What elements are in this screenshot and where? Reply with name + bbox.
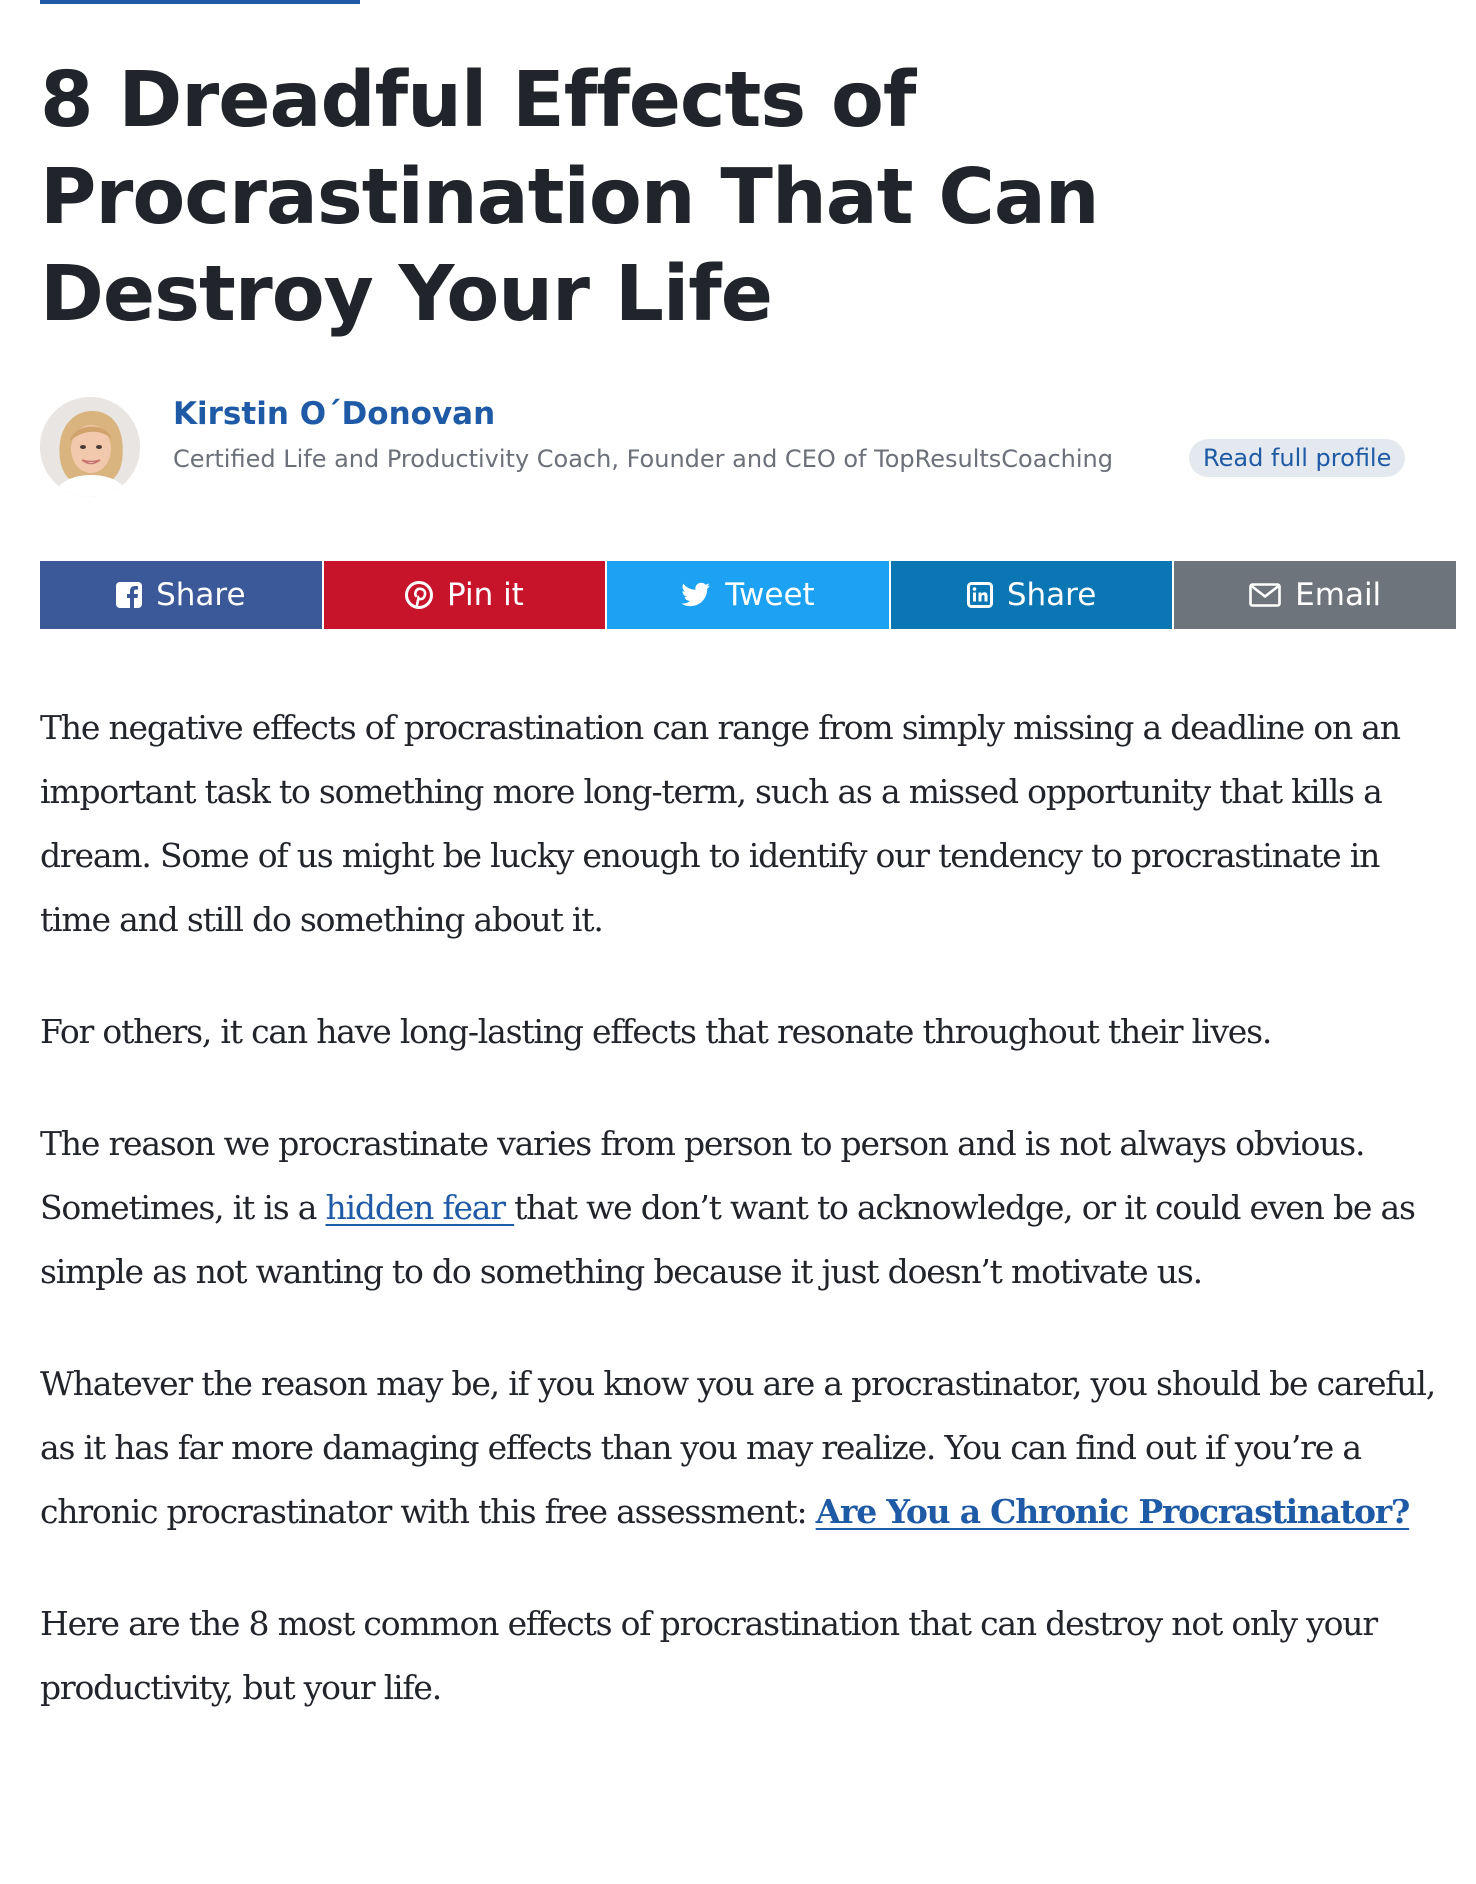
author-bio: Certified Life and Productivity Coach, Founder and CEO of TopResultsCoaching [173, 445, 1113, 473]
paragraph-reason [40, 1112, 1456, 1304]
linkedin-share-label: Share [1006, 577, 1097, 613]
pinterest-pin-label: Pin it [446, 577, 524, 613]
paragraph-reason-text-start: The reason we procrastinate varies from person to person and is not always obvious. Sometimes, it is a [40, 1124, 1365, 1227]
author-block [40, 395, 1456, 500]
twitter-tweet-button[interactable] [607, 561, 889, 629]
linkedin-icon [967, 582, 993, 608]
email-share-label: Email [1295, 577, 1382, 613]
paragraph-whatever-text: Whatever the reason may be, if you know you are a procrastinator, you should be careful, as it has far more damaging effects than you may realize. You can find out if you’re a chronic procrastinator with this free assessment: [40, 1364, 1435, 1531]
top-accent-bar [40, 0, 360, 4]
article-body [40, 696, 1456, 1768]
linkedin-share-button[interactable] [891, 561, 1173, 629]
pinterest-pin-button[interactable] [324, 561, 606, 629]
author-name[interactable]: Kirstin O´Donovan [173, 396, 496, 432]
article-title: 8 Dreadful Effects of Procrastination That Can Destroy Your Life [40, 56, 1099, 339]
paragraph-intro: The negative effects of procrastination can range from simply missing a deadline on an important task to something more long-term, such as a missed opportunity that kills a dream. Some of us might be lucky enough to identify our tendency to procrastinate in time and still do something about it. [40, 708, 1400, 939]
paragraph-list-intro: Here are the 8 most common effects of procrastination that can destroy not only your productivity, but your life. [40, 1604, 1377, 1707]
paragraph-whatever [40, 1352, 1456, 1544]
twitter-tweet-label: Tweet [725, 577, 815, 613]
share-bar [40, 561, 1456, 629]
twitter-icon [681, 582, 711, 608]
email-share-button[interactable] [1174, 561, 1456, 629]
hidden-fear-link[interactable]: hidden fear [325, 1188, 515, 1227]
facebook-share-label: Share [156, 577, 246, 613]
facebook-share-button[interactable] [40, 561, 322, 629]
envelope-icon [1249, 583, 1281, 607]
chronic-procrastinator-assessment-link[interactable]: Are You a Chronic Procrastinator? [815, 1492, 1410, 1531]
paragraph-others: For others, it can have long-lasting effects that resonate throughout their lives. [40, 1012, 1272, 1051]
pinterest-icon [405, 581, 433, 609]
avatar[interactable] [40, 397, 140, 497]
read-full-profile-link[interactable]: Read full profile [1189, 439, 1405, 477]
facebook-icon [116, 582, 142, 608]
paragraph-reason-text-end: that we don’t want to acknowledge, or it could even be as simple as not wanting to do something because it just doesn’t motivate us. [40, 1188, 1415, 1291]
